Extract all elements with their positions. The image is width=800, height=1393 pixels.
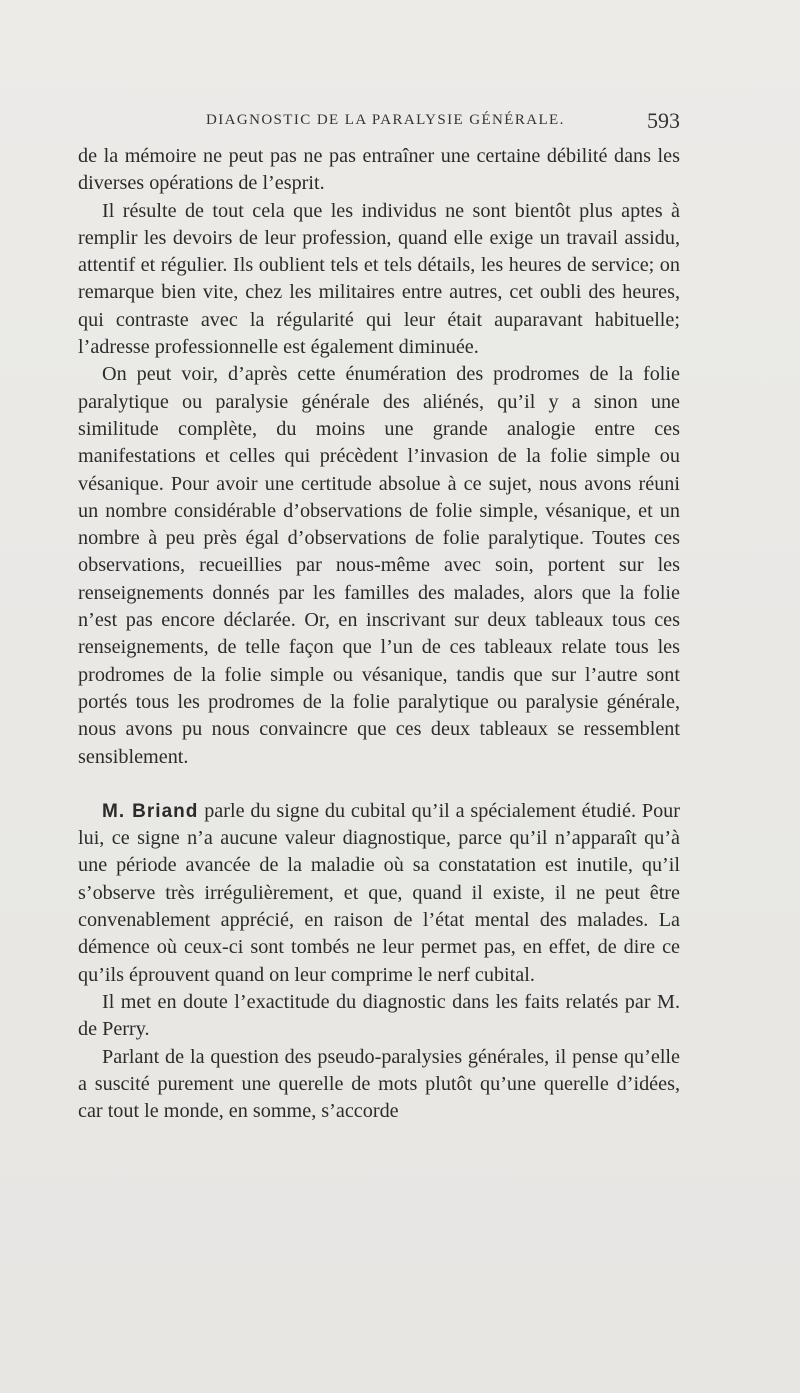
running-title: DIAGNOSTIC DE LA PARALYSIE GÉNÉRALE. <box>206 112 565 128</box>
body-text <box>78 143 680 1125</box>
paragraph-3: On peut voir, d’après cette énumération des prodromes de la folie paralytique ou paralysie générale des aliénés, qu’il y a sinon une similitude complète, du moins une grande analogie entre ces manifestations et celles qui précèdent l’invasion de la folie simple ou vésanique. Pour avoir une certitude absolue à ce sujet, nous avons réuni un nombre considérable d’observations de folie simple, vésanique, et un nombre à peu près égal d’observations de folie paralytique. Toutes ces observations, recueillies par nous-même avec soin, portent sur les renseignements donnés par les familles des malades, alors que la folie n’est pas encore déclarée. Or, en inscrivant sur deux tableaux tous ces renseignements, de telle façon que l’un de ces tableaux relate tous les prodromes de la folie simple ou vésanique, tandis que sur l’autre sont portés tous les prodromes de la folie paralytique ou paralysie générale, nous avons pu nous convaincre que ces deux tableaux se ressemblent sensiblement. <box>78 363 680 768</box>
page-number: 593 <box>647 108 680 133</box>
speaker-name: M. Briand <box>102 800 199 822</box>
paragraph-4-text: parle du signe du cubital qu’il a spécialement étudié. Pour lui, ce signe n’a aucune valeur diagnostique, parce qu’il n’apparaît qu’à une période avancée de la maladie où sa constatation est inutile, qu’il s’observe très irrégulièrement, et que, quand il existe, il ne peut être convenablement apprécié, en raison de l’état mental des malades. La démence où ceux-ci sont tombés ne leur permet pas, en effet, de dire ce qu’ils éprouvent quand on leur comprime le nerf cubital. <box>78 799 680 986</box>
paragraph-2: Il résulte de tout cela que les individus ne sont bientôt plus aptes à remplir les devoirs de leur profession, quand elle exige un travail assidu, attentif et régulier. Ils oublient tels et tels détails, les heures de service; on remarque bien vite, chez les militaires entre autres, cet oubli des heures, qui contraste avec la régularité qui leur était auparavant habituelle; l’adresse professionnelle est également diminuée. <box>78 199 680 359</box>
paragraph-6: Parlant de la question des pseudo-paralysies générales, il pense qu’elle a suscité purement une querelle de mots plutôt qu’une querelle d’idées, car tout le monde, en somme, s’accorde <box>78 1045 680 1123</box>
paragraph-4 <box>78 798 680 989</box>
paragraph-5: Il met en doute l’exactitude du diagnostic dans les faits relatés par M. de Perry. <box>78 990 680 1041</box>
running-head <box>78 108 680 136</box>
paragraph-1: de la mémoire ne peut pas ne pas entraîner une certaine débilité dans les diverses opérations de l’esprit. <box>78 145 680 195</box>
